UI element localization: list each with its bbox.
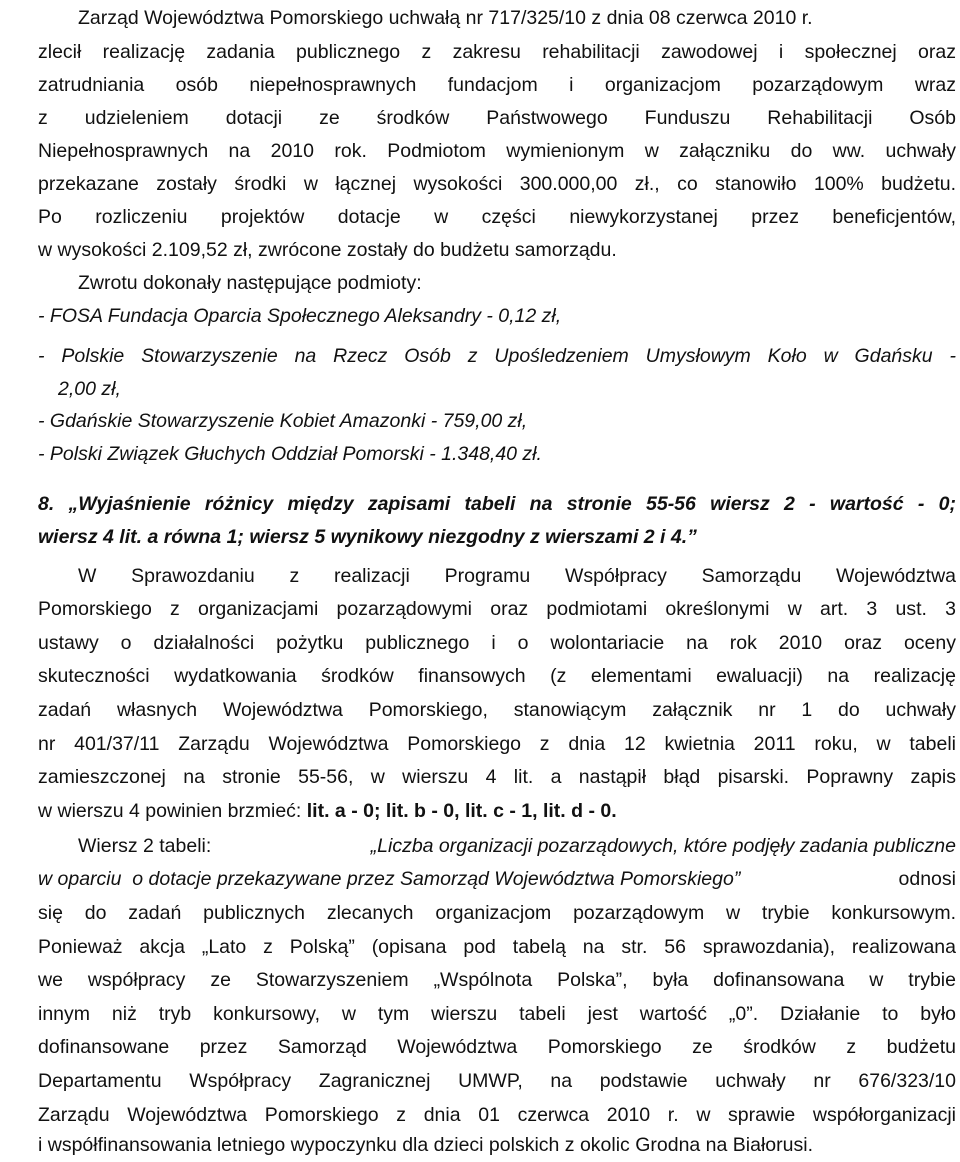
text-run: odnosi [893, 868, 956, 890]
text-line: się do zadań publicznych zlecanych organizacjom pozarządowym w trybie konkursowym. [38, 902, 956, 924]
text-line [78, 829, 956, 863]
text-line: Pomorskiego z organizacjami pozarządowymi oraz podmiotami określonymi w art. 3 ust. 3 [38, 598, 956, 620]
text-line: zatrudniania osób niepełnosprawnych fundacjom i organizacjom pozarządowym wraz [38, 74, 956, 96]
text-line: W Sprawozdaniu z realizacji Programu Współpracy Samorządu Województwa [78, 565, 956, 587]
text-line: skuteczności wydatkowania środków finansowych (z elementami ewaluacji) na realizację [38, 665, 956, 687]
text-line: i współfinansowania letniego wypoczynku dla dzieci polskich z okolic Grodna na Białorusi. [38, 1134, 813, 1156]
text-line: Po rozliczeniu projektów dotacje w części niewykorzystanej przez beneficjentów, [38, 206, 956, 228]
text-line: zlecił realizację zadania publicznego z zakresu rehabilitacji zawodowej i społecznej oraz [38, 41, 956, 63]
text-line: innym niż tryb konkursowy, w tym wierszu tabeli jest wartość „0”. Działanie to było [38, 1003, 956, 1025]
text-line: ustawy o działalności pożytku publicznego i o wolontariacie na rok 2010 oraz oceny [38, 632, 956, 654]
section-heading: 8. „Wyjaśnienie różnicy między zapisami tabeli na stronie 55-56 wiersz 2 - wartość - 0; [38, 493, 956, 515]
text-line: Zarząd Województwa Pomorskiego uchwałą nr 717/325/10 z dnia 08 czerwca 2010 r. [78, 7, 813, 29]
text-line: zamieszczonej na stronie 55-56, w wierszu 4 lit. a nastąpił błąd pisarski. Poprawny zapis [38, 766, 956, 788]
text-line: Zarządu Województwa Pomorskiego z dnia 01 czerwca 2010 r. w sprawie współorganizacji [38, 1104, 956, 1126]
text-line: we współpracy ze Stowarzyszeniem „Wspólnota Polska”, była dofinansowana w trybie [38, 969, 956, 991]
text-line: przekazane zostały środki w łącznej wysokości 300.000,00 zł., co stanowiło 100% budżetu. [38, 173, 956, 195]
list-item: - Polskie Stowarzyszenie na Rzecz Osób z Upośledzeniem Umysłowym Koło w Gdańsku - [38, 345, 956, 367]
text-line: nr 401/37/11 Zarządu Województwa Pomorskiego z dnia 12 kwietnia 2011 roku, w tabeli [38, 733, 956, 755]
bold-text-run: lit. a - 0; lit. b - 0, lit. c - 1, lit. d - 0. [306, 800, 617, 822]
text-line [38, 794, 956, 828]
list-item-continuation: 2,00 zł, [58, 378, 121, 400]
text-line: z udzieleniem dotacji ze środków Państwowego Funduszu Rehabilitacji Osób [38, 107, 956, 129]
list-item: - Polski Związek Głuchych Oddział Pomorski - 1.348,40 zł. [38, 443, 542, 465]
text-line: dofinansowane przez Samorząd Województwa Pomorskiego ze środków z budżetu [38, 1036, 956, 1058]
italic-text-run: „Liczba organizacji pozarządowych, które podjęły zadania publiczne [370, 835, 956, 857]
text-line: Ponieważ akcja „Lato z Polską” (opisana pod tabelą na str. 56 sprawozdania), realizowana [38, 936, 956, 958]
section-heading: wiersz 4 lit. a równa 1; wiersz 5 wynikowy niezgodny z wierszami 2 i 4.” [38, 526, 697, 548]
list-item: - Gdańskie Stowarzyszenie Kobiet Amazonki - 759,00 zł, [38, 410, 528, 432]
text-line: Departamentu Współpracy Zagranicznej UMWP, na podstawie uchwały nr 676/323/10 [38, 1070, 956, 1092]
text-line: Niepełnosprawnych na 2010 rok. Podmiotom wymienionym w załączniku do ww. uchwały [38, 140, 956, 162]
text-run: Wiersz 2 tabeli: [78, 835, 217, 857]
text-line: Zwrotu dokonały następujące podmioty: [78, 272, 422, 294]
text-run: w wierszu 4 powinien brzmieć: [38, 800, 307, 822]
italic-text-run: w oparciu o dotacje przekazywane przez Samorząd Województwa Pomorskiego” [38, 868, 741, 890]
text-line: w wysokości 2.109,52 zł, zwrócone zostały do budżetu samorządu. [38, 239, 617, 261]
list-item: - FOSA Fundacja Oparcia Społecznego Aleksandry - 0,12 zł, [38, 305, 562, 327]
text-line [38, 862, 956, 896]
text-line: zadań własnych Województwa Pomorskiego, stanowiącym załącznik nr 1 do uchwały [38, 699, 956, 721]
